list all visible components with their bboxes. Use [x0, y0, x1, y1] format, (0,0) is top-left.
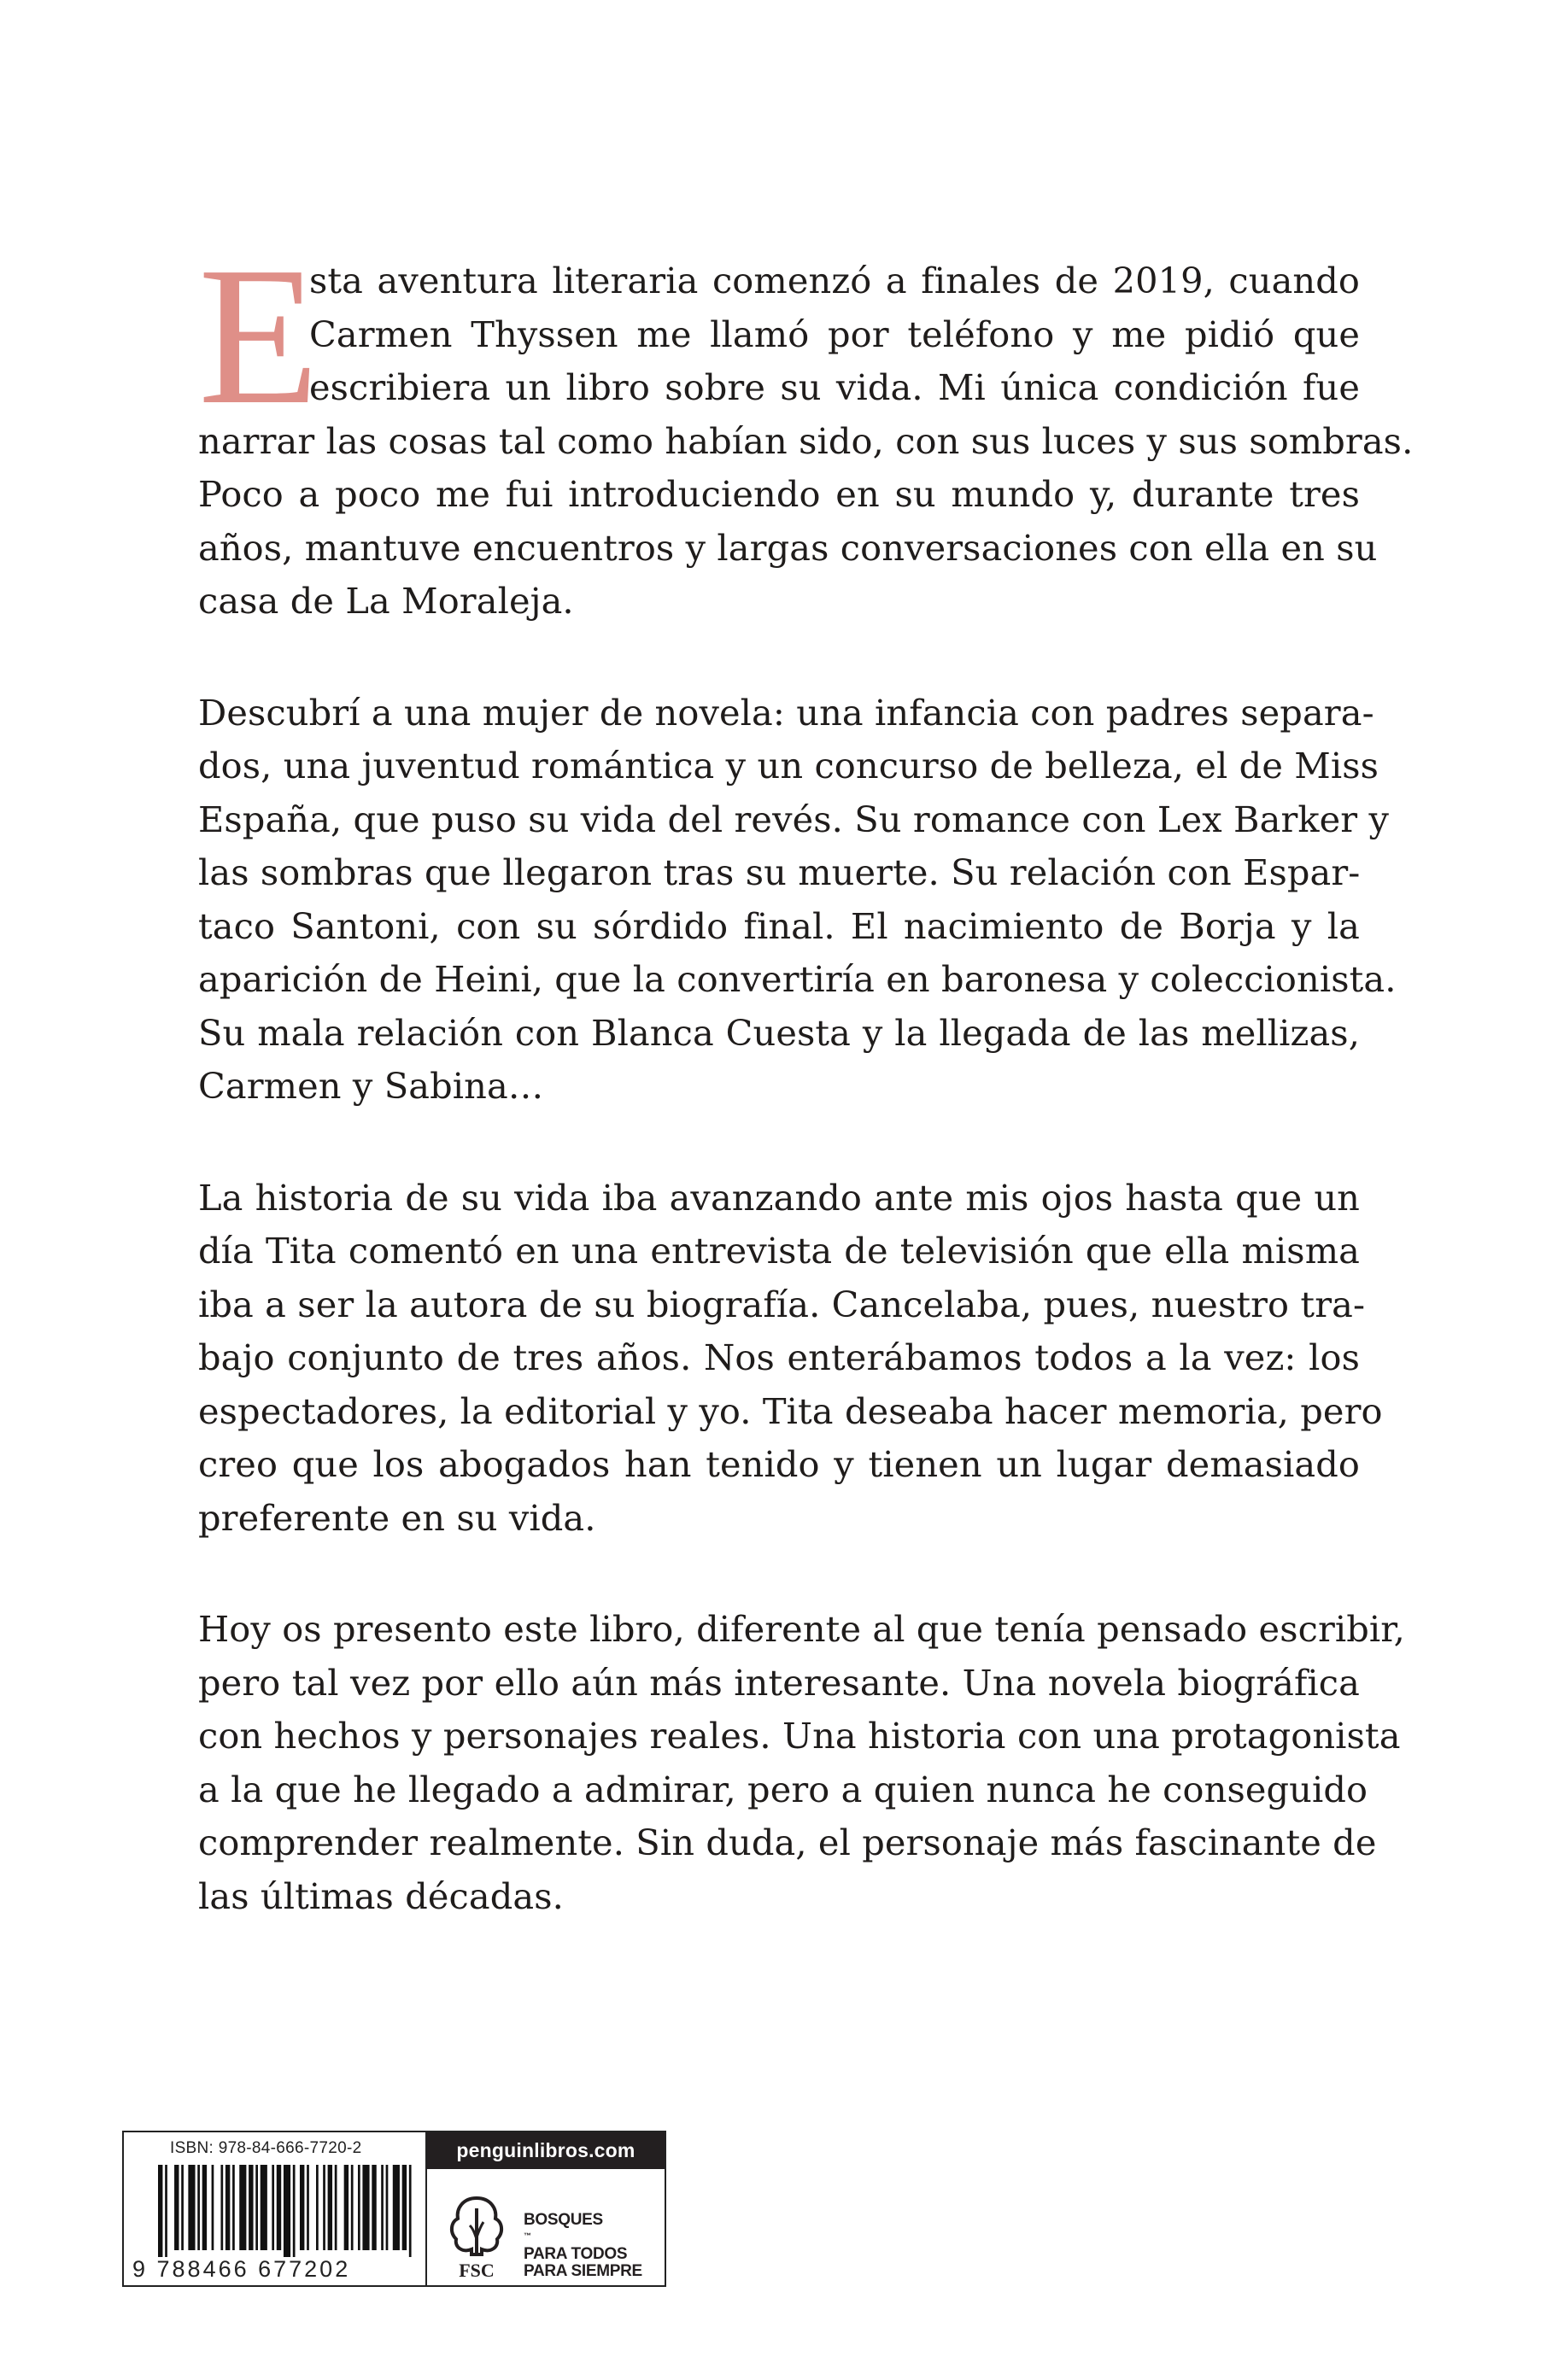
text-line: Su mala relación con Blanca Cuesta y la llegada de las mellizas, [198, 1011, 1360, 1054]
barcode-bar [249, 2165, 253, 2250]
text-line: años, mantuve encuentros y largas conversaciones con ella en su [198, 526, 1378, 569]
paragraph-4 [198, 1603, 1405, 1923]
barcode-bar [181, 2165, 184, 2250]
barcode-bar [165, 2165, 167, 2257]
text-line: dos, una juventud romántica y un concurso de belleza, el de Miss [198, 745, 1379, 787]
text-line: La historia de su vida iba avanzando ante mis ojos hasta que un [198, 1176, 1360, 1219]
text-line: taco Santoni, con su sórdido final. El nacimiento de Borja y la [198, 904, 1360, 947]
barcode-bar [226, 2165, 230, 2250]
paragraph-3 [198, 1172, 1383, 1546]
barcode-bar [212, 2165, 214, 2250]
text-line: aparición de Heini, que la convertiría en baronesa y coleccionista. [198, 958, 1397, 1000]
fsc-line-3: PARA SIEMPRE [524, 2262, 642, 2280]
trademark-mark: ™ [524, 2231, 531, 2240]
fsc-label: FSC [459, 2260, 495, 2280]
text-line: día Tita comentó en una entrevista de televisión que ella misma [198, 1230, 1360, 1272]
publisher-panel [427, 2132, 665, 2285]
fsc-line-2: PARA TODOS [524, 2245, 628, 2263]
barcode-bar [202, 2165, 207, 2250]
text-line: Poco a poco me fui introduciendo en su mundo y, durante tres [198, 473, 1360, 515]
text-line: a la que he llegado a admirar, pero a quien nunca he conseguido [198, 1768, 1368, 1810]
text-line: bajo conjunto de tres años. Nos enterábamos todos a la vez: los [198, 1336, 1360, 1378]
barcode-bar [255, 2165, 258, 2250]
barcode-bar [261, 2165, 267, 2250]
barcode-bar [174, 2165, 179, 2250]
text-line: comprender realmente. Sin duda, el personaje más fascinante de [198, 1822, 1377, 1863]
fsc-tagline [524, 2212, 642, 2280]
text-line: Carmen Thyssen me llamó por teléfono y me pidió que [309, 313, 1360, 355]
barcode-bar [386, 2165, 389, 2250]
barcode-bar [293, 2165, 296, 2257]
barcode-bar [284, 2165, 290, 2257]
barcode-bar [323, 2165, 325, 2250]
back-cover-text [198, 226, 1414, 1981]
barcode-bar [344, 2165, 348, 2250]
text-line: escribiera un libro sobre su vida. Mi única condición fue [309, 366, 1360, 408]
barcode-bar [272, 2165, 274, 2250]
barcode-bar [277, 2165, 281, 2250]
drop-cap: E [198, 226, 319, 446]
text-line: preferente en su vida. [198, 1496, 596, 1539]
fsc-tree-icon [446, 2191, 507, 2280]
barcode-bar [362, 2165, 369, 2250]
barcode-bar [300, 2165, 304, 2250]
text-line: Hoy os presento este libro, diferente al que tenía pensado escribir, [198, 1608, 1405, 1650]
text-line: pero tal vez por ello aún más interesante. Una novela biográfica [198, 1661, 1360, 1704]
barcode-panel [124, 2132, 427, 2285]
barcode-bar [381, 2165, 384, 2250]
barcode-bar [328, 2165, 332, 2250]
text-line: casa de La Moraleja. [198, 580, 574, 622]
text-line: sta aventura literaria comenzó a finales de 2019, cuando [309, 260, 1360, 301]
barcode-bar [158, 2165, 162, 2257]
text-line: iba a ser la autora de su biografía. Cancelaba, pues, nuestro tra- [198, 1283, 1366, 1325]
text-line: con hechos y personajes reales. Una historia con una protagonista [198, 1715, 1401, 1757]
barcode-bar [393, 2165, 400, 2250]
barcode-bar [307, 2165, 309, 2250]
barcode-digits: 9 788466 677202 [132, 2256, 351, 2282]
text-line: creo que los abogados han tenido y tienen un lugar demasiado [198, 1443, 1360, 1485]
text-line: Carmen y Sabina… [198, 1065, 544, 1107]
barcode-bar [358, 2165, 360, 2250]
paragraph-2 [198, 687, 1397, 1114]
barcode-icon [158, 2165, 416, 2257]
barcode-bar [188, 2165, 195, 2250]
barcode-bar [351, 2165, 354, 2250]
text-line: Descubrí a una mujer de novela: una infancia con padres separa- [198, 691, 1374, 734]
barcode-bar [197, 2165, 200, 2250]
fsc-line-1: BOSQUES [524, 2211, 603, 2229]
isbn-label: ISBN: 978-84-666-7720-2 [170, 2139, 362, 2157]
paragraph-1 [198, 226, 1414, 629]
barcode-bar [316, 2165, 319, 2250]
text-line: las sombras que llegaron tras su muerte. Su relación con Espar- [198, 851, 1361, 893]
barcode-bar [239, 2165, 246, 2250]
text-line: espectadores, la editorial y yo. Tita deseaba hacer memoria, pero [198, 1389, 1383, 1432]
barcode-bar [372, 2165, 376, 2250]
text-line: las últimas décadas. [198, 1874, 564, 1917]
barcode-bar [335, 2165, 337, 2250]
text-line: narrar las cosas tal como habían sido, con sus luces y sus sombras. [198, 419, 1414, 462]
barcode-bar [232, 2165, 235, 2250]
barcode-bar [402, 2165, 407, 2250]
website-link[interactable]: penguinlibros.com [427, 2132, 665, 2169]
barcode-bar [220, 2165, 223, 2250]
barcode-bar [409, 2165, 412, 2257]
fsc-panel [427, 2169, 665, 2285]
publisher-info-box [122, 2131, 666, 2287]
text-line: España, que puso su vida del revés. Su romance con Lex Barker y [198, 798, 1390, 840]
